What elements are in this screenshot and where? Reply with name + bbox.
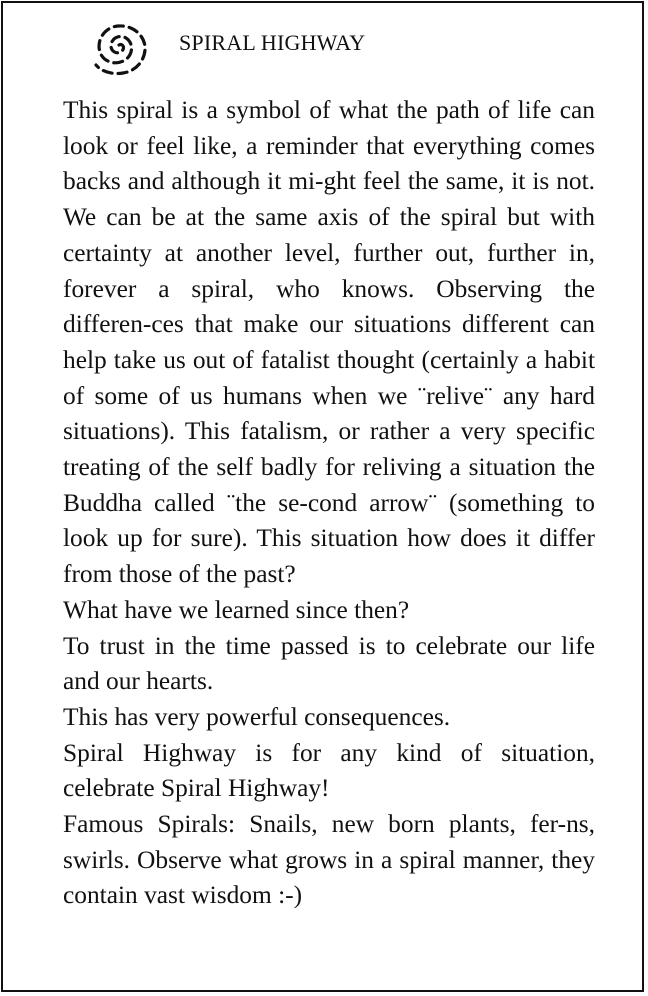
paragraph-consequences: This has very powerful consequences. (63, 702, 451, 731)
paragraph-famous-spirals: Famous Spirals: Snails, new born plants, fer-ns, swirls. Observe what grows in a spiral manner, they contain vast wisdom :-) (63, 810, 595, 910)
text-card (1, 1, 644, 992)
paragraph-celebrate: Spiral Highway is for any kind of situation, celebrate Spiral Highway! (63, 738, 595, 803)
header (85, 15, 365, 77)
body-text (63, 93, 595, 914)
paragraph-question: What have we learned since then? (63, 595, 410, 624)
paragraph-intro: This spiral is a symbol of what the path of life can look or feel like, a reminder that everything comes backs and although it mi-ght feel the same, it is not. We can be at the same axis of the spiral but with certainty at another level, further out, further in, forever a spiral, who knows. Observing the differen-ces that make our situations different can help take us out of fatalist thought (certainly a habit of some of us humans when we ¨relive¨ any hard situations). This fatalism, or rather a very specific treating of the self badly for reliving a situation the Buddha called ¨the se-cond arrow¨ (something to look up for sure). This situation how does it differ from those of the past? (63, 96, 595, 589)
paragraph-trust: To trust in the time passed is to celebrate our life and our hearts. (63, 631, 595, 696)
page-title: SPIRAL HIGHWAY (179, 30, 366, 55)
spiral-icon (85, 15, 153, 77)
